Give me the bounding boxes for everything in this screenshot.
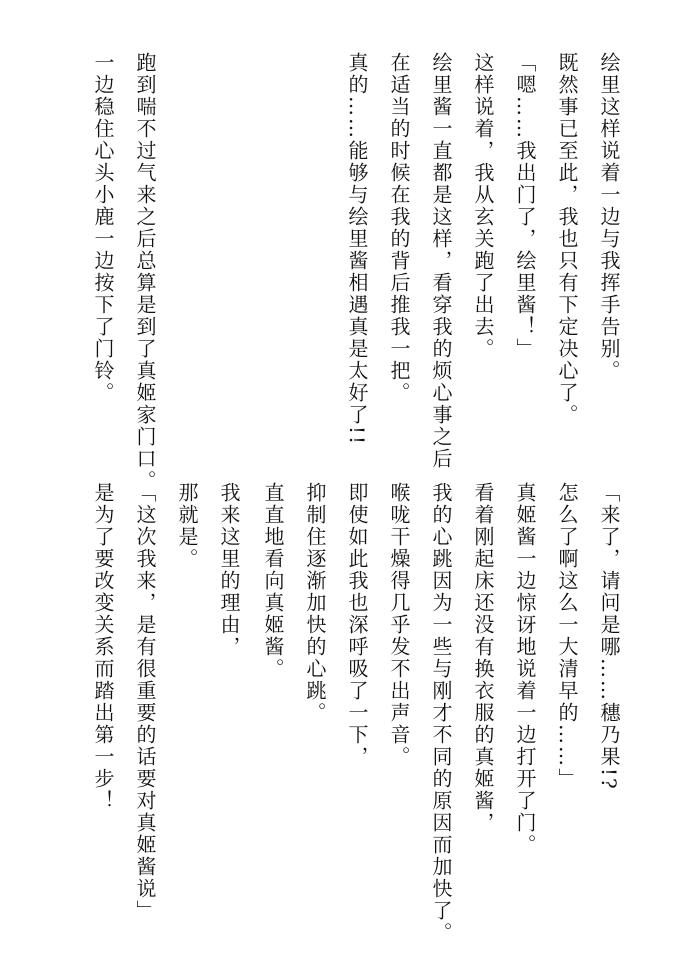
upper-line-9: 一边稳住心头小鹿一边按下了门铃。: [91, 52, 115, 404]
lower-line-13: 是为了要改变关系而踏出第一步！: [91, 482, 115, 812]
lower-line-5: 我的心跳因为一些与刚才不同的原因而加快了。: [429, 482, 453, 944]
lower-line-4: 看着刚起床还没有换衣服的真姬酱，: [471, 482, 495, 834]
lower-line-9: 直直地看向真姬酱。: [261, 482, 285, 680]
upper-line-1: 绘里这样说着一边与我挥手告别。: [597, 52, 621, 382]
upper-line-8: 跑到喘不过气来之后总算是到了真姬家门口。: [133, 52, 157, 492]
lower-line-11: 那就是。: [175, 482, 199, 570]
lower-line-2: 怎么了啊这么一大清早的……」: [555, 482, 579, 790]
lower-line-1: 「来了，请问是哪……穗乃果!?: [597, 482, 621, 791]
lower-line-8: 抑制住逐渐加快的心跳。: [303, 482, 327, 724]
upper-line-7: 真的……能够与绘里酱相遇真是太好了!!: [345, 52, 369, 447]
lower-line-10: 我来这里的理由，: [217, 482, 241, 658]
upper-line-6: 在适当的时候在我的背后推我一把。: [387, 52, 411, 404]
lower-line-3: 真姬酱一边惊讶地说着一边打开了门。: [513, 482, 537, 856]
upper-line-2: 既然事已至此，我也只有下定决心了。: [555, 52, 579, 426]
upper-line-3: 「嗯……我出门了，绘里酱！」: [513, 52, 537, 360]
lower-line-12: 「这次我来，是有很重要的话要对真姬酱说」: [133, 482, 157, 922]
lower-line-7: 即使如此我也深呼吸了一下，: [345, 482, 369, 768]
upper-line-5: 绘里酱一直都是这样，看穿我的烦心事之后: [429, 52, 453, 470]
lower-line-6: 喉咙干燥得几乎发不出声音。: [387, 482, 411, 768]
upper-line-4: 这样说着，我从玄关跑了出去。: [471, 52, 495, 360]
